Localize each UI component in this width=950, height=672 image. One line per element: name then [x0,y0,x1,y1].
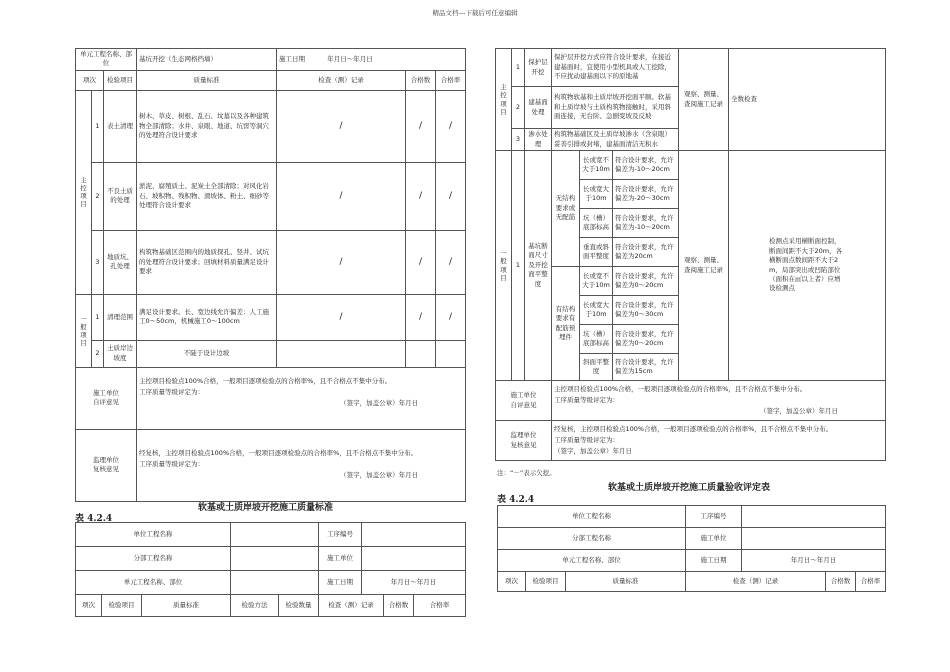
unit-name-label: 单元工程名称、部位 [498,550,686,572]
col-header-standard: 质量标准 [137,70,277,90]
general-group-label: 一 般 项 目 [496,151,512,381]
self-eval-sign: （签字，加盖公章）年月日 [340,398,419,407]
row-item: 清理范围 [104,294,137,340]
col-header-record: 检查（测）记录 [319,595,384,617]
row-standard: 树木、草皮、树根、乱石、坟墓以及各种建筑物全部清除；水井、泉眼、地道、坑窖等洞穴的处理符合设计要求 [137,90,277,162]
col-header-item: 检验项目 [526,572,566,592]
col-header-count: 合格数 [406,70,436,90]
row-no: 2 [512,87,525,129]
col-header-count: 合格数 [384,595,414,617]
sub-project-value [231,547,319,571]
process-no-label: 工序编号 [319,523,362,547]
col-header-record: 检查（测）记录 [277,70,406,90]
sub-standard: 符合设计要求，允许偏差为0～30cm [613,296,679,325]
row-count: / [406,90,436,162]
row-rate: / [436,162,466,230]
process-no-value [362,523,466,547]
review-content [552,421,886,461]
review-label: 监理单位 复核意见 [496,421,552,461]
row-no: 1 [512,49,525,87]
sub-standard: 符合设计要求，允许偏差为-10～20cm [613,151,679,180]
review-label: 监理单位 复核意见 [76,429,137,501]
date-value: 年月日～年月日 [362,571,466,595]
row-standard: 构筑物基础区范围内的地质探孔、竖井、试坑的处理符合设计要求；回填材料质量满足设计要求 [137,230,277,294]
col-header-method: 检验方法 [231,595,279,617]
main-control-group-label: 主 控 项 目 [496,49,512,151]
process-no-value [742,506,886,528]
row-no: 2 [92,162,104,230]
row-item: 建基面处理 [525,87,552,129]
col-header-standard: 质量标准 [142,595,231,617]
self-eval-line1: 主控项目检验点100%合格，一般项目逐项检验点的合格率%，且不合格点不集中分布。 [554,384,807,393]
no-structure-label: 无结构要求或无配筋 [552,151,580,267]
row-rate: / [436,90,466,162]
row-standard: 满足设计要求。长、宽边线允许偏差：人工施工0～50cm，机械施工0～100cm [137,294,277,340]
row-record [277,340,406,367]
self-eval-sign: （签字，加盖公章）年月日 [760,407,839,416]
review-line2: 工序质量等级评定为： [139,459,205,468]
review-line1: 经复核，主控项目检验点100%合格，一般项目逐项检验点的合格率%，且不合格点不集中分布。 [139,448,418,457]
sub-item: 垂直或斜面平整度 [580,238,613,267]
main-control-group-label: 主 控 项 目 [76,90,92,294]
row-count: / [406,162,436,230]
general-method: 观察、测量、查阅施工记录 [679,151,729,381]
date-label: 施工日期 [279,54,306,63]
general-item: 基坑断面尺寸及开挖面平整度 [525,151,552,381]
row-item: 不良土质的处理 [104,162,137,230]
general-group-label: 一 般 项 目 [76,294,92,367]
col-header-rate: 合格率 [856,572,886,592]
row-record: / [277,90,406,162]
row-standard: 构筑物基础区及土质岸坡渗水（含泉眼）妥善引排或封堵，建基面清洁无积水 [552,129,679,151]
col-header-record: 检查（测）记录 [686,572,826,592]
sub-item: 长或宽不大于10m [580,151,613,180]
unit-project-label: 单位工程名称 [498,506,686,528]
main-quantity: 全数检查 [729,49,886,151]
col-header-no: 项次 [76,70,104,90]
unit-project-label: 单位工程名称 [76,523,231,547]
col-header-item: 检验项目 [104,70,137,90]
construction-unit-value [362,547,466,571]
sub-standard: 符合设计要求，允许偏差为15cm [613,354,679,381]
left-bottom-table-no: 表 4.2.4 [75,514,113,524]
row-record: / [277,294,406,340]
review-line1: 经复核，主控项目检验点100%合格，一般项目逐项检验点的合格率%，且不合格点不集中分布。 [554,424,833,433]
date-value: 年月日～年月日 [327,54,373,63]
unit-name-label: 单元工程名称、部位 [76,571,231,595]
row-standard: 构筑物软基和土质岸坡开挖面平顺。软基和土质岸坡与土质构筑物接触时，采用斜面连接，无台阶、急剧变坡及反坡 [552,87,679,129]
self-eval-line2: 工序质量等级评定为： [139,387,205,396]
self-eval-label: 施工单位 自评意见 [76,367,137,429]
review-content [137,429,466,501]
self-eval-content [552,381,886,421]
right-bottom-table-no: 表 4.2.4 [497,495,535,505]
unit-project-value [231,523,319,547]
process-no-label: 工序编号 [686,506,742,528]
col-header-no: 项次 [498,572,526,592]
review-line2: 工序质量等级评定为： [554,435,619,444]
row-count: / [406,294,436,340]
date-label: 施工日期 [686,550,742,572]
col-header-count: 合格数 [826,572,856,592]
row-standard: 不陡于设计边坡 [137,340,277,367]
self-eval-content [137,367,466,429]
sub-item: 坑（槽）底部标高 [580,209,613,238]
row-record: / [277,162,406,230]
row-rate: / [436,230,466,294]
general-no: 1 [512,151,525,381]
construction-unit-label: 施工单位 [319,547,362,571]
main-method: 观察、测量、查阅施工记录 [679,49,729,151]
review-sign: （签字，加盖公章）年月日 [340,470,419,479]
row-no: 3 [92,230,104,294]
construction-unit-label: 施工单位 [686,528,742,550]
row-no: 1 [92,294,104,340]
right-standard-table [495,48,886,461]
sub-standard: 符合设计要求，允许偏差为0～20cm [613,325,679,354]
date-cell [277,49,466,71]
sub-item: 坑（槽）底部标高 [580,325,613,354]
unit-name-value: 基坑开挖（生态网格挡墙） [137,49,277,71]
row-item: 地质坑、孔处理 [104,230,137,294]
row-standard: 保护层开挖方式应符合设计要求，在接近建基面时，宜使用小型机具或人工挖除，不应扰动建基面以下的原地基 [552,49,679,87]
row-no: 3 [512,129,525,151]
row-standard: 淤泥、腐殖质土、泥炭土全部清除；对风化岩石、坡积物、残积物、滑坡体、粉土、细砂等处理符合设计要求 [137,162,277,230]
sub-item: 长或宽不大于10m [580,267,613,296]
row-item: 渗水处理 [525,129,552,151]
self-eval-line1: 主控项目检验点100%合格，一般项目逐项检验点的合格率%，且不合格点不集中分布。 [139,376,392,385]
row-count [406,340,436,367]
row-rate: / [436,294,466,340]
col-header-quantity: 检验数量 [279,595,319,617]
row-item: 表土清理 [104,90,137,162]
sub-item: 长或宽大于10m [580,180,613,209]
col-header-no: 项次 [76,595,102,617]
col-header-item: 检验项目 [102,595,142,617]
sub-item: 长或宽大于10m [580,296,613,325]
date-value: 年月日～年月日 [742,550,886,572]
sub-item: 斜面平整度 [580,354,613,381]
col-header-standard: 质量标准 [566,572,686,592]
col-header-rate: 合格率 [436,70,466,90]
review-sign: （签字，加盖公章）年月日 [554,447,632,456]
sub-standard: 符合设计要求，允许偏差为20cm [613,238,679,267]
structure-label: 有结构要求有配筋预埋件 [552,267,580,381]
right-acceptance-table [497,505,886,592]
footnote: 注：“－”表示欠挖。 [497,469,556,477]
construction-unit-value [742,528,886,550]
row-item: 保护层开挖 [525,49,552,87]
left-standard-table [75,522,466,617]
unit-name-label: 单元工程名称、部位 [76,49,137,71]
self-eval-line2: 工序质量等级评定为： [554,395,619,404]
row-rate [436,340,466,367]
sub-standard: 符合设计要求，允许偏差为0～20cm [613,267,679,296]
page-header: 精品文档---下载后可任意编辑 [432,9,518,17]
general-quantity: 检测点采用横断面控制，断面间距不大于20m，各横断面点数间距不大于2m，局部突出或凹陷部位（面积在㎡以上者）应增设检测点 [729,151,886,381]
row-item: 土质岸边坡度 [104,340,137,367]
col-header-rate: 合格率 [414,595,466,617]
row-no: 2 [92,340,104,367]
self-eval-label: 施工单位 自评意见 [496,381,552,421]
left-bottom-title: 软基或土质岸坡开挖施工质量标准 [198,503,334,513]
sub-standard: 符合设计要求，允许偏差为-20～30cm [613,180,679,209]
left-inspection-table [75,48,466,502]
right-bottom-title: 软基或土质岸坡开挖施工质量验收评定表 [608,483,771,493]
row-no: 1 [92,90,104,162]
unit-name-value [231,571,319,595]
date-label: 施工日期 [319,571,362,595]
sub-standard: 符合设计要求，允许偏差为-10～20cm [613,209,679,238]
row-record: / [277,230,406,294]
sub-project-label: 分部工程名称 [498,528,686,550]
row-count: / [406,230,436,294]
sub-project-label: 分部工程名称 [76,547,231,571]
